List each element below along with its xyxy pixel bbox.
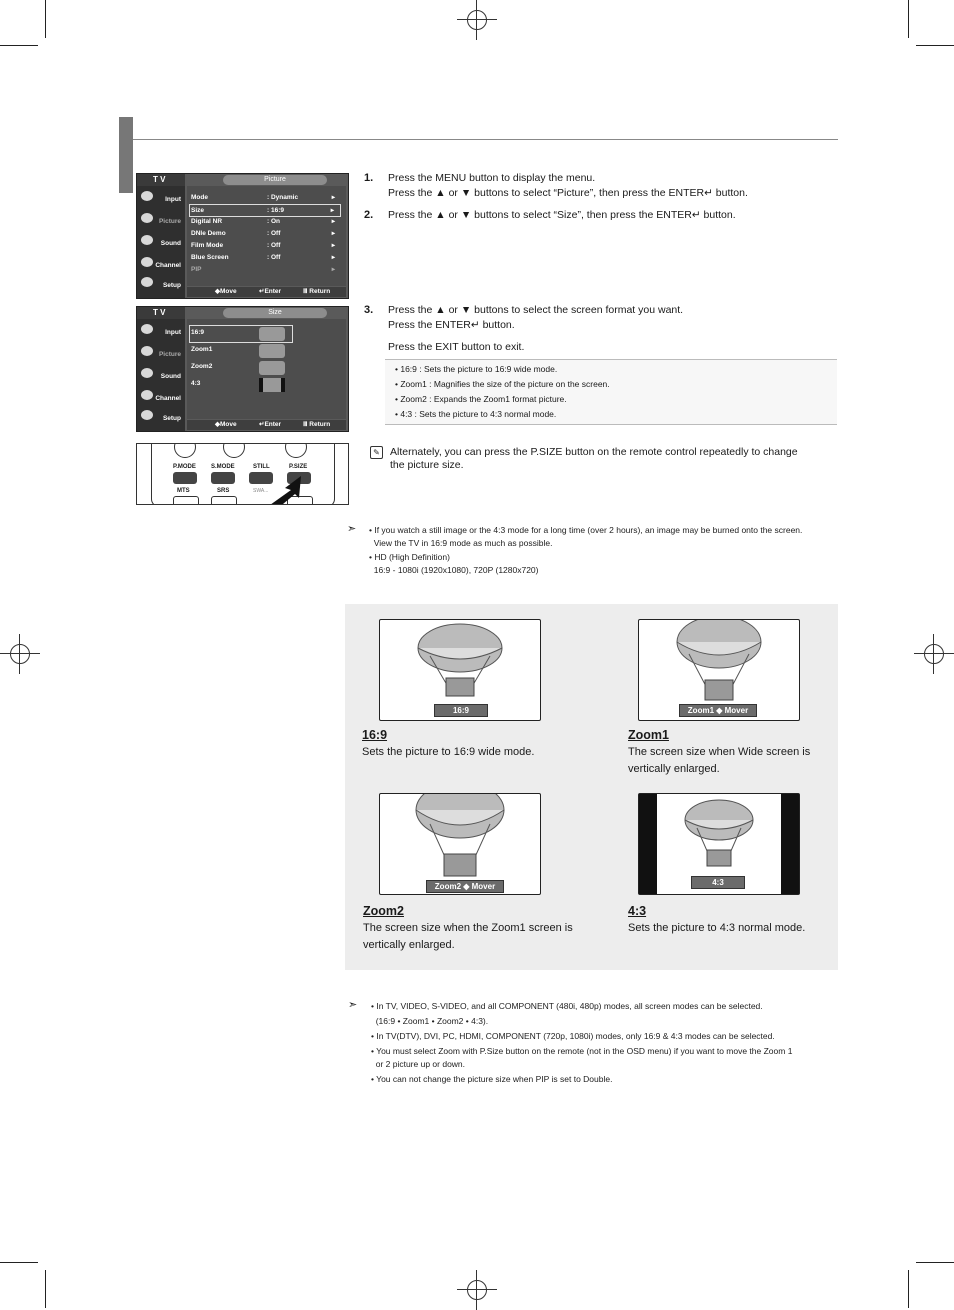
- remote-illustration: [136, 443, 349, 505]
- screen-osd-label: 16:9: [434, 704, 488, 717]
- pmode-button: [173, 472, 197, 484]
- remote-label-mts: MTS: [177, 488, 190, 494]
- step-3-line-3: Press the EXIT button to exit.: [388, 341, 525, 353]
- screen-frame-4-3: [638, 793, 800, 895]
- hot-air-balloon-image: [380, 794, 540, 894]
- remote-label-swap: SWA...: [253, 488, 269, 494]
- osd-header: Picture: [223, 175, 327, 185]
- osd-sidebar-item-channel: Channel: [139, 387, 183, 407]
- crop-mark: [45, 1270, 46, 1308]
- size-preview-thumb: [259, 327, 285, 341]
- mode-description: Sets the picture to 4:3 normal mode.: [628, 922, 806, 934]
- remote-label-still: STILL: [253, 464, 270, 470]
- sound-icon: [141, 368, 153, 378]
- alternate-note-line-1: Alternately, you can press the P.SIZE button on the remote control repeatedly to change: [390, 446, 798, 458]
- osd-option: 4:3: [191, 380, 201, 387]
- screen-frame-16-9: [379, 619, 541, 721]
- step-3-line-2: Press the ENTER↵ button.: [388, 319, 515, 331]
- remote-label-srs: SRS: [217, 488, 230, 494]
- alternate-note-line-2: the picture size.: [390, 459, 464, 471]
- remote-label-psize: P.SIZE: [289, 464, 308, 470]
- srs-button: [211, 496, 237, 505]
- step-1-line-1: Press the MENU button to display the menu.: [388, 172, 596, 184]
- osd-tv-label: T V: [137, 174, 185, 186]
- note-line: • In TV(DTV), DVI, PC, HDMI, COMPONENT (720p, 1080i) modes, only 16:9 & 4:3 modes can be selected.: [371, 1031, 775, 1041]
- registration-mark: [0, 634, 40, 674]
- osd-sidebar-item-input: Input: [139, 321, 183, 341]
- registration-mark: [914, 634, 954, 674]
- note-line: or 2 picture up or down.: [371, 1059, 466, 1069]
- screen-frame-zoom2: [379, 793, 541, 895]
- note-line: • If you watch a still image or the 4:3 mode for a long time (over 2 hours), an image may be burned onto the screen.: [369, 525, 803, 535]
- registration-mark: [457, 0, 497, 40]
- mode-title: Zoom2: [363, 904, 404, 918]
- header-rule: [133, 139, 838, 140]
- note-line: • You can not change the picture size when PIP is set to Double.: [371, 1074, 613, 1084]
- mode-description: The screen size when the Zoom1 screen is vertically enlarged.: [363, 922, 573, 951]
- input-icon: [141, 191, 153, 201]
- osd-footer: ◆Move ↵Enter Ⅲ Return: [187, 287, 346, 297]
- crop-mark: [0, 1262, 38, 1263]
- mode-title: Zoom1: [628, 728, 669, 742]
- crop-mark: [908, 1270, 909, 1308]
- osd-sidebar-item-sound: Sound: [139, 232, 183, 252]
- mode-description: The screen size when Wide screen is vertically enlarged.: [628, 746, 811, 775]
- size-preview-thumb: [259, 378, 285, 392]
- note-arrow-icon: ➣: [347, 523, 357, 535]
- registration-mark: [457, 1270, 497, 1310]
- smode-button: [211, 472, 235, 484]
- note-line: View the TV in 16:9 mode as much as possible.: [369, 538, 553, 548]
- osd-row-disabled: PIP ▸: [191, 266, 335, 273]
- note-line: • You must select Zoom with P.Size button on the remote (not in the OSD menu) if you want to move the Zoom 1: [371, 1046, 793, 1056]
- osd-sidebar-item-picture: Picture: [139, 210, 183, 230]
- osd-sidebar-item-setup: Setup: [139, 274, 183, 294]
- osd-option: Zoom2: [191, 363, 213, 370]
- mode-title: 4:3: [628, 904, 647, 918]
- crop-mark: [916, 45, 954, 46]
- osd-row: Film Mode : Off ▸: [191, 242, 335, 249]
- step-3-line-1: Press the ▲ or ▼ buttons to select the screen format you want.: [388, 304, 684, 316]
- screen-osd-label: Zoom2 ◆ Mover: [426, 880, 504, 893]
- channel-icon: [141, 257, 153, 267]
- osd-row: Blue Screen : Off ▸: [191, 254, 335, 261]
- osd-sidebar-item-channel: Channel: [139, 254, 183, 274]
- size-preview-thumb: [259, 344, 285, 358]
- crop-mark: [0, 45, 38, 46]
- osd-row: Digital NR : On ▸: [191, 218, 335, 225]
- osd-row-selected: Size : 16:9 ▸: [189, 204, 341, 217]
- sound-icon: [141, 235, 153, 245]
- bullet-item: • 16:9 : Sets the picture to 16:9 wide mode.: [395, 364, 558, 374]
- picture-icon: [141, 213, 153, 223]
- screen-osd-label: 4:3: [691, 876, 745, 889]
- mode-description: Sets the picture to 16:9 wide mode.: [362, 746, 535, 758]
- step-2-line-1: Press the ▲ or ▼ buttons to select “Size”, then press the ENTER↵ button.: [388, 209, 736, 221]
- channel-icon: [141, 390, 153, 400]
- bullet-item: • 4:3 : Sets the picture to 4:3 normal mode.: [395, 409, 557, 419]
- screen-frame-zoom1: [638, 619, 800, 721]
- note-line: (16:9 • Zoom1 • Zoom2 • 4:3).: [371, 1016, 489, 1026]
- remote-label-smode: S.MODE: [211, 464, 235, 470]
- crop-mark: [916, 1262, 954, 1263]
- note-icon: ✎: [370, 446, 383, 459]
- mts-button: [173, 496, 199, 505]
- osd-sidebar-item-picture: Picture: [139, 343, 183, 363]
- note-line: • In TV, VIDEO, S-VIDEO, and all COMPONENT (480i, 480p) modes, all screen modes can be selected.: [371, 1001, 763, 1011]
- screen-4-3-picture-area: [657, 794, 781, 894]
- osd-footer: ◆Move ↵Enter Ⅲ Return: [187, 420, 346, 430]
- section-tab: [119, 117, 133, 193]
- crop-mark: [908, 0, 909, 38]
- osd-tv-label: T V: [137, 307, 185, 319]
- step-number: 3.: [364, 304, 374, 316]
- osd-row: DNIe Demo : Off ▸: [191, 230, 335, 237]
- osd-header: Size: [223, 308, 327, 318]
- bullet-item: • Zoom2 : Expands the Zoom1 format picture.: [395, 394, 567, 404]
- step-1-line-2: Press the ▲ or ▼ buttons to select “Picture”, then press the ENTER↵ button.: [388, 187, 748, 199]
- step-number: 1.: [364, 172, 374, 184]
- screen-mode-panel: [345, 604, 838, 970]
- osd-option: 16:9: [191, 329, 205, 336]
- picture-icon: [141, 346, 153, 356]
- mode-bullet-box: [385, 359, 837, 425]
- remote-label-pmode: P.MODE: [173, 464, 196, 470]
- osd-row: Mode : Dynamic ▸: [191, 194, 335, 201]
- setup-icon: [141, 410, 153, 420]
- screen-osd-label: Zoom1 ◆ Mover: [679, 704, 757, 717]
- step-number: 2.: [364, 209, 374, 221]
- osd-size-menu: [136, 306, 349, 432]
- note-line: 16:9 - 1080i (1920x1080), 720P (1280x720): [369, 565, 539, 575]
- input-icon: [141, 324, 153, 334]
- osd-sidebar-item-setup: Setup: [139, 407, 183, 427]
- note-arrow-icon: ➣: [348, 999, 358, 1011]
- osd-sidebar-item-input: Input: [139, 188, 183, 208]
- crop-mark: [45, 0, 46, 38]
- bullet-item: • Zoom1 : Magnifies the size of the picture on the screen.: [395, 379, 610, 389]
- mode-title: 16:9: [362, 728, 388, 742]
- osd-option: Zoom1: [191, 346, 213, 353]
- note-line: • HD (High Definition): [369, 552, 450, 562]
- osd-sidebar-item-sound: Sound: [139, 365, 183, 385]
- setup-icon: [141, 277, 153, 287]
- osd-picture-menu: [136, 173, 349, 299]
- pointing-arrow-icon: [253, 474, 313, 505]
- size-preview-thumb: [259, 361, 285, 375]
